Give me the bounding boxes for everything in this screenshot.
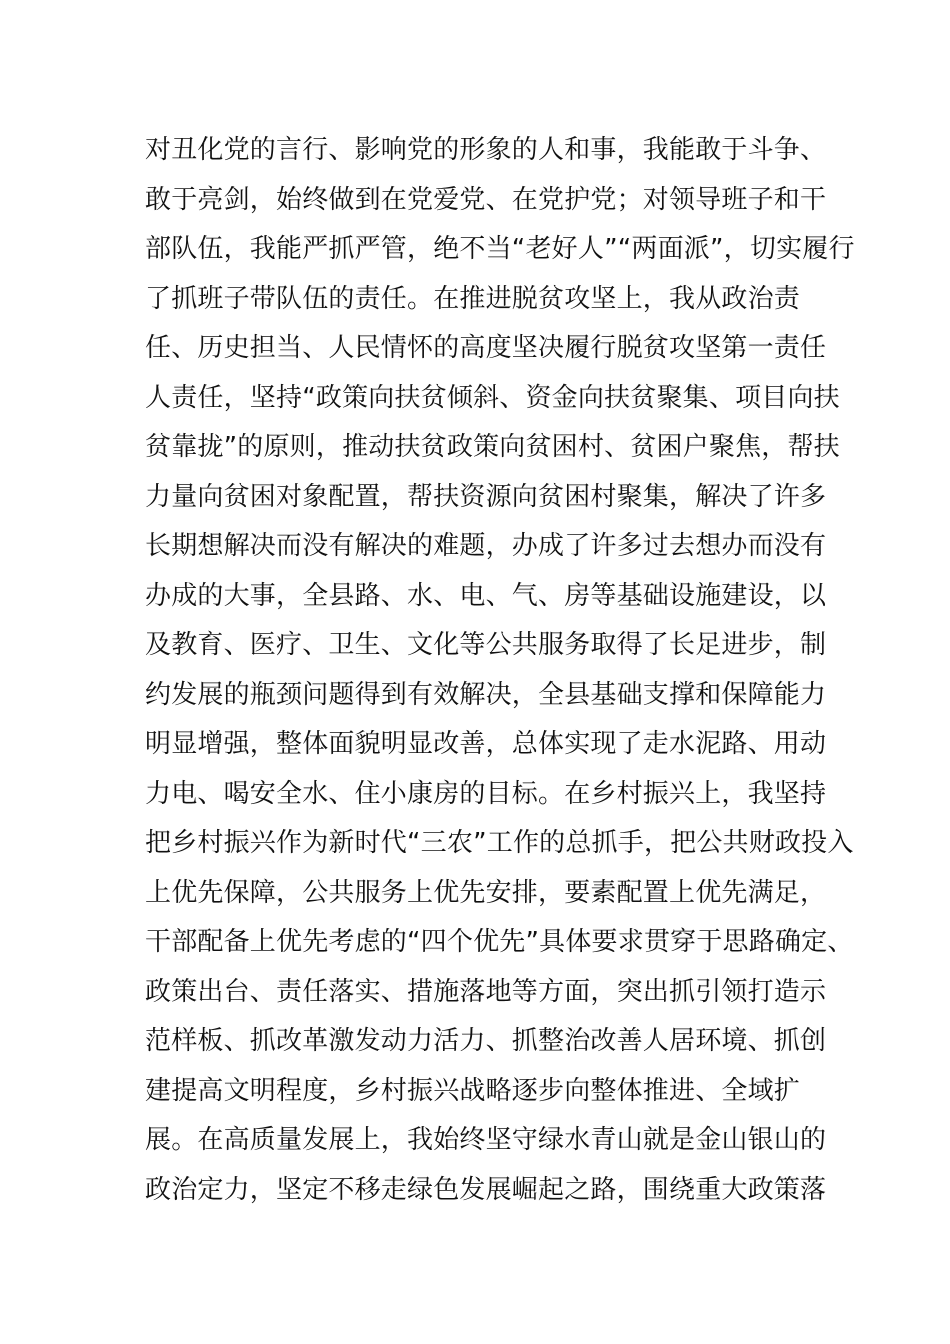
text-line: 力量向贫困对象配置，帮扶资源向贫困村聚集，解决了许多 — [145, 481, 827, 512]
text-line: 人责任，坚持“政策向扶贫倾斜、资金向扶贫聚集、项目向扶 — [145, 382, 840, 413]
text-line: 明显增强，整体面貌明显改善，总体实现了走水泥路、用动 — [145, 729, 827, 759]
text-line: 约发展的瓶颈问题得到有效解决，全县基础支撑和保障能力 — [145, 679, 827, 710]
text-line: 建提高文明程度，乡村振兴战略逐步向整体推进、全域扩 — [145, 1075, 801, 1106]
text-line: 贫靠拢”的原则，推动扶贫政策向贫困村、贫困户聚焦，帮扶 — [145, 432, 840, 462]
text-line: 对丑化党的言行、影响党的形象的人和事，我能敢于斗争、 — [145, 135, 827, 165]
text-line: 展。在高质量发展上，我始终坚守绿水青山就是金山银山的 — [145, 1125, 827, 1155]
text-line: 把乡村振兴作为新时代“三农”工作的总抓手，把公共财政投入 — [145, 828, 854, 858]
text-line: 敢于亮剑，始终做到在党爱党、在党护党；对领导班子和干 — [145, 184, 827, 215]
text-line: 范样板、抓改革激发动力活力、抓整治改善人居环境、抓创 — [145, 1026, 827, 1056]
text-line: 上优先保障，公共服务上优先安排，要素配置上优先满足， — [145, 877, 827, 908]
text-line: 任、历史担当、人民情怀的高度坚决履行脱贫攻坚第一责任 — [145, 333, 827, 363]
text-line: 力电、喝安全水、住小康房的目标。在乡村振兴上，我坚持 — [145, 778, 827, 809]
text-line: 部队伍，我能严抓严管，绝不当“老好人”“两面派”，切实履行 — [145, 234, 855, 264]
text-line: 及教育、医疗、卫生、文化等公共服务取得了长足进步，制 — [145, 630, 827, 660]
text-line: 政策出台、责任落实、措施落地等方面，突出抓引领打造示 — [145, 976, 827, 1007]
text-line: 了抓班子带队伍的责任。在推进脱贫攻坚上，我从政治责 — [145, 283, 801, 314]
body-text — [145, 126, 855, 1215]
text-line: 办成的大事，全县路、水、电、气、房等基础设施建设，以 — [145, 580, 827, 611]
text-line: 政治定力，坚定不移走绿色发展崛起之路，围绕重大政策落 — [145, 1174, 827, 1205]
text-line: 干部配备上优先考虑的“四个优先”具体要求贯穿于思路确定、 — [145, 927, 854, 957]
text-line: 长期想解决而没有解决的难题，办成了许多过去想办而没有 — [145, 531, 827, 561]
